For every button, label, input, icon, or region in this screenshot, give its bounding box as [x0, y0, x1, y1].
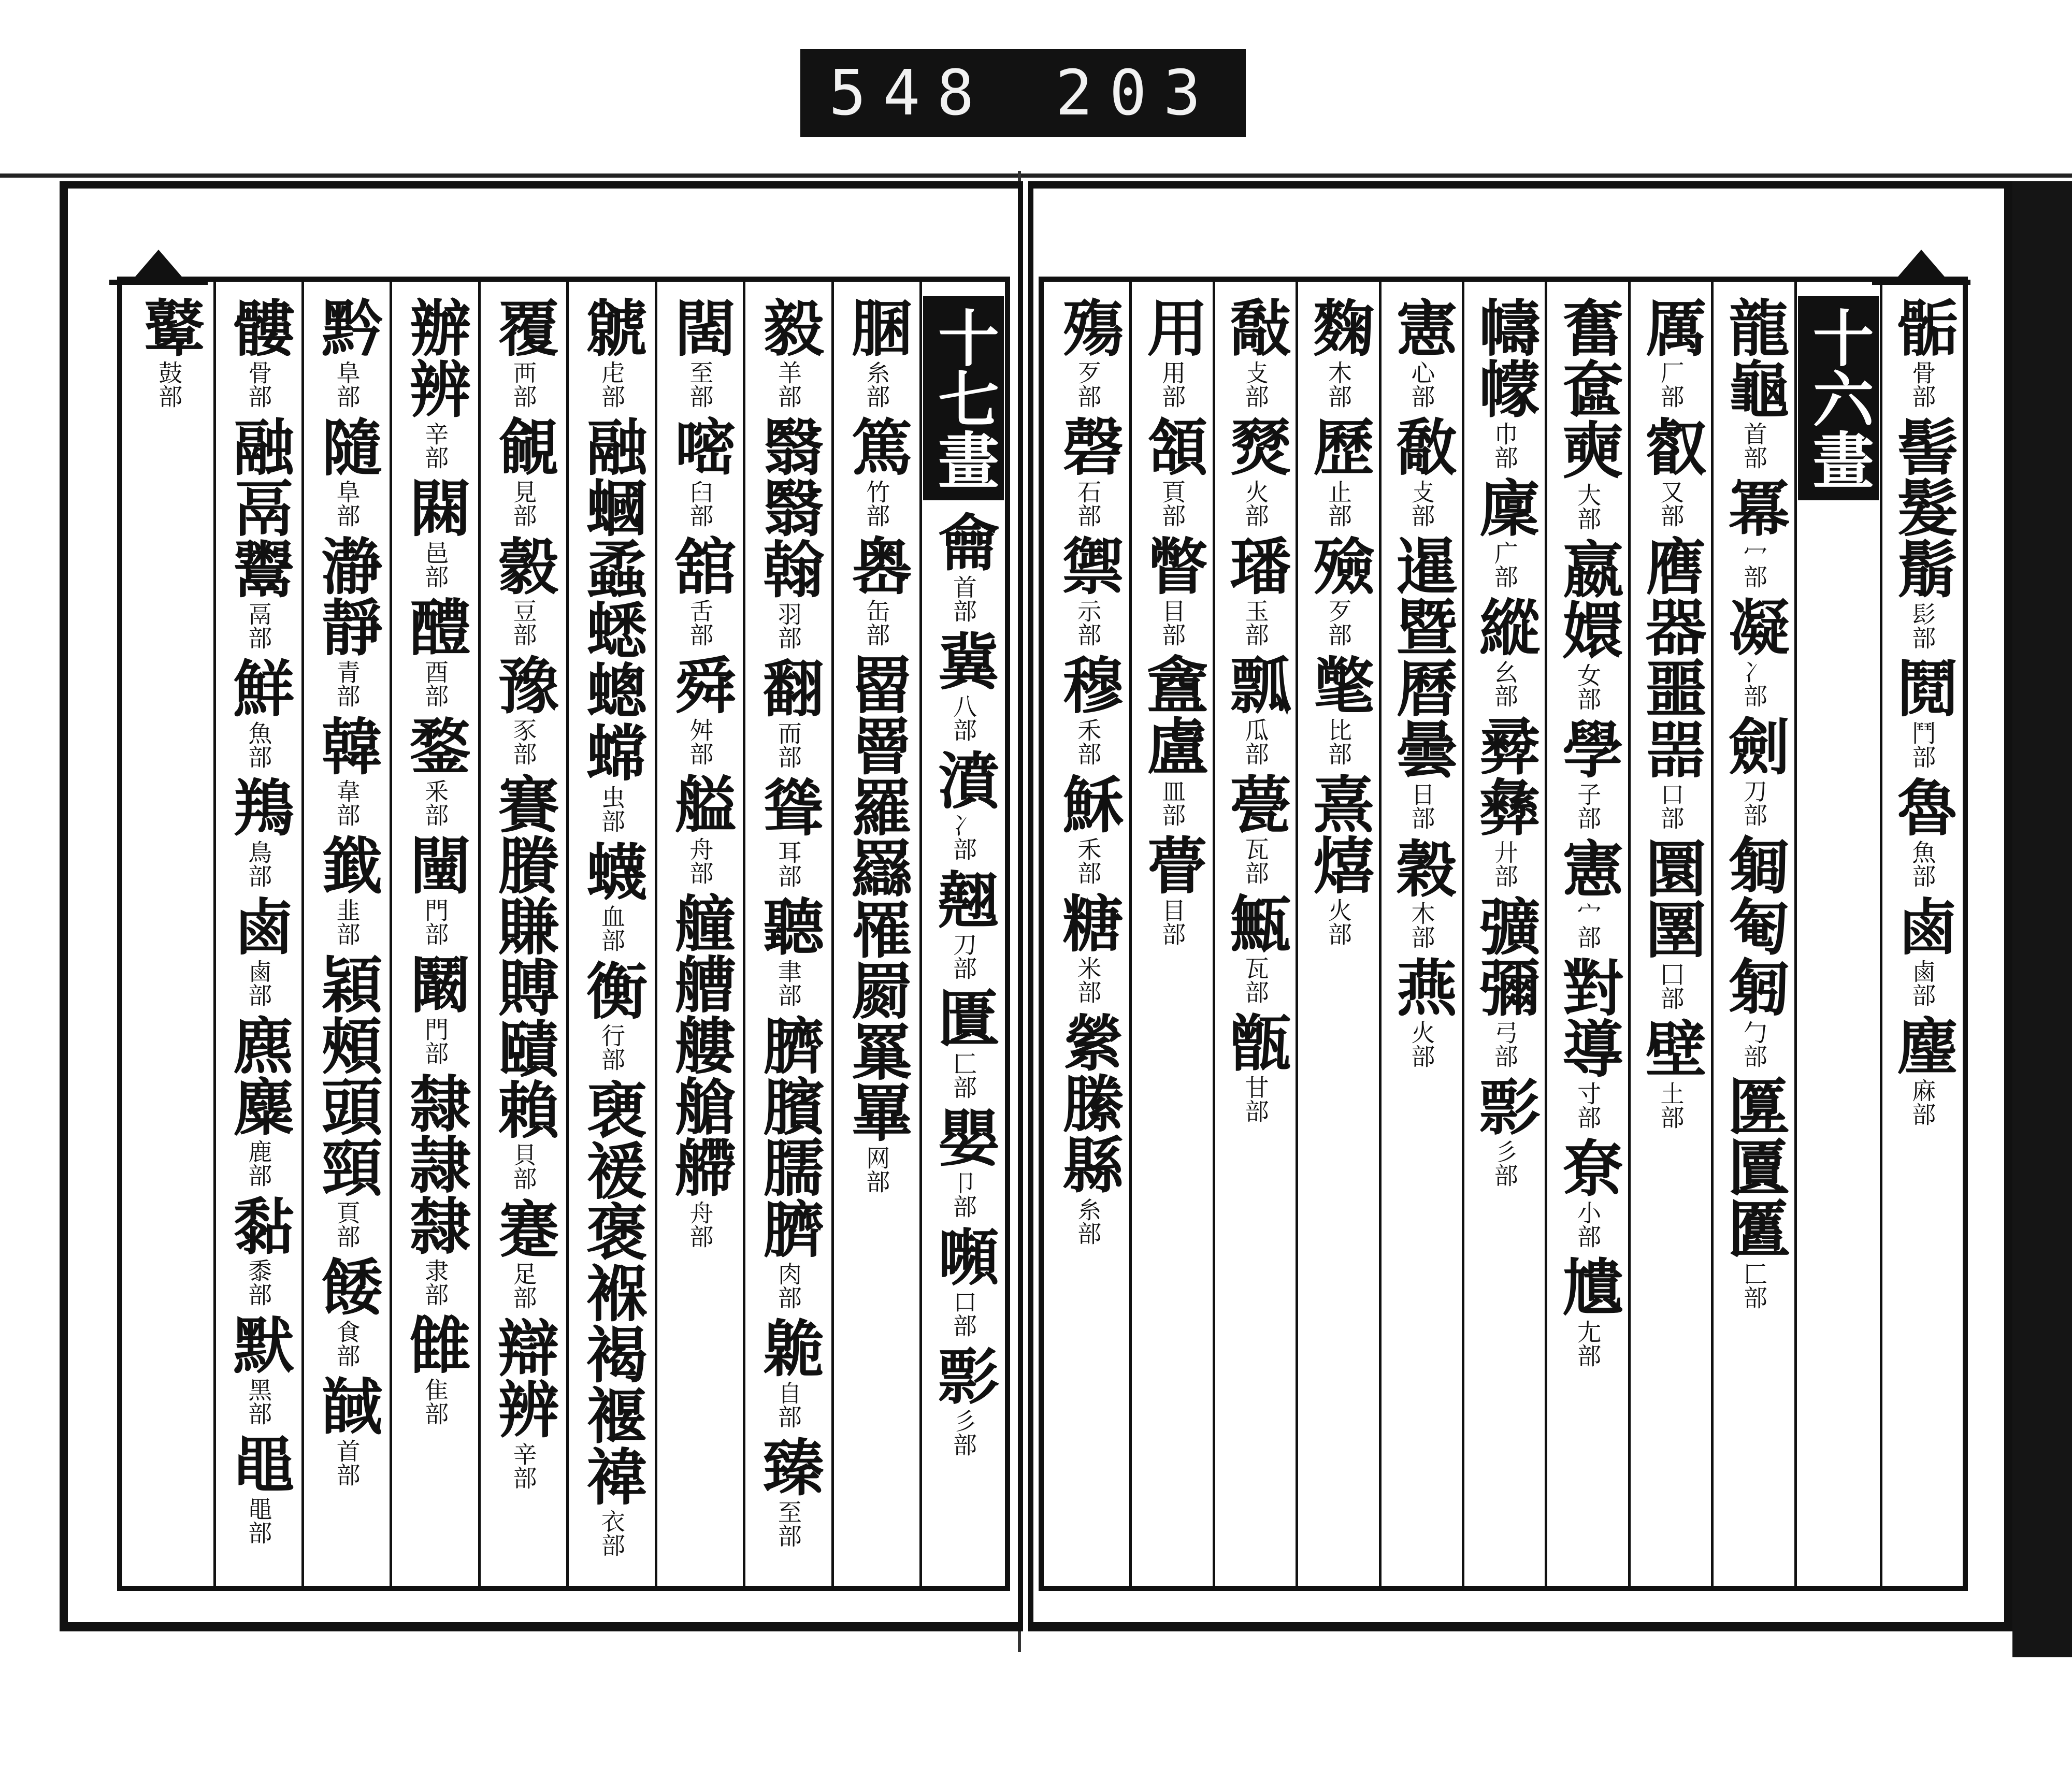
character-entry: 翹 — [928, 868, 1000, 929]
right-page-column — [1462, 282, 1545, 1586]
character-entry: 燹 — [1219, 415, 1292, 476]
character-entry: 瞥 — [1136, 534, 1209, 596]
character-entry: 麴 — [1302, 296, 1375, 357]
character-entry: 魯 — [1887, 776, 1959, 837]
character-entry: 鬫 — [399, 953, 472, 1014]
character-entry: 臍臏臑臍 — [752, 1014, 825, 1259]
radical-label: 攴部 — [1407, 480, 1436, 527]
radical-label: 舌部 — [686, 599, 714, 646]
character-entry: 璠 — [1219, 534, 1292, 596]
character-entry: 辯辨 — [487, 1317, 560, 1439]
radical-label: 卩部 — [949, 1170, 977, 1218]
character-entry: 髏 — [223, 296, 295, 357]
radical-label: 羊部 — [774, 360, 802, 408]
radical-label: 小部 — [1574, 1201, 1602, 1248]
character-entry: 用 — [1136, 296, 1209, 357]
left-page-column — [125, 282, 213, 1586]
character-entry: 盦盧 — [1136, 654, 1209, 776]
radical-label: 羽部 — [774, 602, 802, 649]
character-entry: 黏 — [223, 1194, 295, 1255]
character-entry: 黔 — [311, 296, 383, 357]
radical-label: 自部 — [774, 1381, 802, 1428]
radical-label: 舛部 — [686, 718, 714, 765]
radical-label: 行部 — [597, 1023, 626, 1071]
character-entry: 彯 — [1469, 1075, 1541, 1136]
radical-label: 禾部 — [1074, 718, 1102, 765]
right-page-frame — [1039, 277, 1968, 1591]
character-entry: 厲 — [1635, 296, 1707, 357]
radical-label: 酉部 — [421, 660, 450, 707]
left-page-column — [478, 282, 566, 1586]
character-entry: 麈 — [1887, 1014, 1959, 1075]
character-entry: 嚬 — [928, 1225, 1000, 1286]
radical-label: 示部 — [1074, 599, 1102, 646]
character-entry: 褏褑褒褓褐褗褘 — [575, 1078, 648, 1506]
right-page-column — [1545, 282, 1628, 1586]
character-entry: 髻髮鬅 — [1887, 415, 1959, 599]
radical-label: 彡部 — [1490, 1139, 1519, 1187]
radical-label: 木部 — [1324, 360, 1352, 408]
radical-label: 隶部 — [421, 1259, 450, 1306]
character-entry: 䦥 — [399, 476, 472, 538]
character-entry: 禦 — [1052, 534, 1125, 596]
radical-label: 甘部 — [1241, 1075, 1270, 1123]
character-entry: 嬴嬛 — [1552, 538, 1624, 660]
radical-label: 心部 — [1407, 360, 1436, 408]
radical-label: 食部 — [333, 1320, 361, 1367]
character-entry: 韓 — [311, 715, 383, 776]
radical-label: 肉部 — [774, 1262, 802, 1309]
right-page — [1028, 181, 2012, 1631]
radical-label: 黑部 — [244, 1378, 273, 1425]
character-entry: 熹熺 — [1302, 773, 1375, 895]
character-entry: 甑 — [1219, 1011, 1292, 1072]
character-entry: 彯 — [928, 1344, 1000, 1406]
book-edge — [2012, 181, 2072, 1657]
character-entry: 翳翳翰 — [752, 415, 825, 599]
character-entry: 蠛 — [575, 840, 648, 901]
left-page-column — [743, 282, 831, 1586]
character-entry: 糖 — [1052, 892, 1125, 953]
radical-label: 网部 — [862, 1146, 891, 1193]
radical-label: 韋部 — [333, 779, 361, 827]
radical-label: 血部 — [597, 904, 626, 952]
radical-label: 虍部 — [597, 360, 626, 408]
radical-label: 刀部 — [1739, 779, 1768, 827]
radical-label: 廾部 — [1490, 840, 1519, 888]
radical-label: 歹部 — [1324, 599, 1352, 646]
radical-label: 糸部 — [862, 360, 891, 408]
radical-label: 首部 — [949, 575, 977, 623]
right-page-column — [1046, 282, 1129, 1586]
character-entry: 廩 — [1469, 476, 1541, 538]
stroke-count-heading: 十六畫 — [1798, 296, 1879, 500]
character-entry: 劍 — [1718, 715, 1790, 776]
radical-label: 黍部 — [244, 1259, 273, 1306]
character-entry: 嘧 — [664, 415, 737, 476]
radical-label: 刀部 — [949, 932, 977, 980]
character-entry: 鹵 — [1887, 895, 1959, 956]
character-entry: 鍪 — [399, 715, 472, 776]
left-page — [60, 181, 1023, 1631]
right-page-column — [1296, 282, 1378, 1586]
radical-label: 勹部 — [1739, 1020, 1768, 1068]
radical-label: 用部 — [1158, 360, 1187, 408]
radical-label: 鬥部 — [1908, 721, 1937, 769]
radical-label: 鼓部 — [155, 360, 183, 408]
radical-label: 玉部 — [1241, 599, 1270, 646]
stroke-count-heading: 十七畫 — [923, 296, 1004, 500]
character-entry: 豰 — [487, 534, 560, 596]
radical-label: 邑部 — [421, 541, 450, 588]
radical-label: 至部 — [774, 1500, 802, 1547]
character-entry: 龠 — [928, 511, 1000, 572]
character-entry: 罶罾羅羉罹罽罺罼 — [841, 654, 913, 1142]
character-entry: 䦚 — [664, 296, 737, 357]
character-entry: 嶴 — [841, 534, 913, 596]
radical-label: 衣部 — [597, 1509, 626, 1557]
right-page-column — [1711, 282, 1794, 1586]
character-entry: 聽 — [752, 895, 825, 956]
radical-label: 比部 — [1324, 718, 1352, 765]
arrow-marker-left — [133, 250, 184, 280]
character-entry: 瓢 — [1219, 654, 1292, 715]
radical-label: 豕部 — [509, 718, 538, 765]
radical-label: 韭部 — [333, 898, 361, 946]
radical-label: 聿部 — [774, 959, 802, 1007]
character-entry: 融鬲鬻 — [223, 415, 295, 599]
character-entry: 瞢 — [1136, 834, 1209, 895]
character-entry: 冪 — [1718, 476, 1790, 538]
character-entry: 匴匵匶 — [1718, 1075, 1790, 1259]
character-entry: 殤 — [1052, 296, 1125, 357]
radical-label: 皿部 — [1158, 779, 1187, 827]
character-entry: 闉 — [399, 834, 472, 895]
left-page-frame — [117, 277, 1010, 1591]
character-entry: 氅 — [1302, 654, 1375, 715]
character-entry: 舘 — [664, 534, 737, 596]
character-entry: 敽 — [1219, 296, 1292, 357]
radical-label: 辛部 — [509, 1442, 538, 1489]
character-entry: 篤 — [841, 415, 913, 476]
radical-label: 鹿部 — [244, 1139, 273, 1187]
character-entry: 隨 — [311, 415, 383, 476]
radical-label: 辛部 — [421, 422, 450, 469]
character-entry: 穆 — [1052, 654, 1125, 715]
catalogue-number-left: 548 — [829, 57, 991, 129]
character-entry: 敿 — [1386, 415, 1458, 476]
radical-label: 骨部 — [244, 360, 273, 408]
binding-line — [0, 173, 2072, 178]
character-entry: 虩 — [575, 296, 648, 357]
radical-label: 舟部 — [686, 837, 714, 885]
character-entry: 鮮 — [223, 657, 295, 718]
character-entry: 默 — [223, 1313, 295, 1375]
radical-label: 米部 — [1074, 956, 1102, 1004]
radical-label: 豆部 — [509, 599, 538, 646]
radical-label: 火部 — [1407, 1020, 1436, 1068]
radical-label: 糸部 — [1074, 1197, 1102, 1245]
character-entry: 韱 — [311, 834, 383, 895]
radical-label: 弓部 — [1490, 1020, 1519, 1068]
character-entry: 凝 — [1718, 596, 1790, 657]
radical-label: 虫部 — [597, 785, 626, 833]
left-page-column — [390, 282, 478, 1586]
character-entry: 匔匎匑 — [1718, 834, 1790, 1017]
character-entry: 甒 — [1219, 892, 1292, 953]
radical-label: 鹵部 — [244, 959, 273, 1007]
radical-label: 貝部 — [509, 1142, 538, 1190]
radical-label: 舟部 — [686, 1201, 714, 1248]
radical-label: 鳥部 — [244, 840, 273, 888]
radical-label: 魚部 — [1908, 840, 1937, 888]
character-entry: 餧 — [311, 1255, 383, 1317]
radical-label: 髟部 — [1908, 602, 1937, 649]
radical-label: 厂部 — [1657, 360, 1685, 408]
radical-label: 日部 — [1407, 782, 1436, 830]
radical-label: 目部 — [1158, 898, 1187, 946]
radical-label: 瓜部 — [1241, 718, 1270, 765]
radical-label: 首部 — [333, 1439, 361, 1486]
character-entry: 雔 — [399, 1313, 472, 1375]
character-entry: 圜圛 — [1635, 837, 1707, 959]
left-page-column — [655, 282, 743, 1586]
radical-label: 又部 — [1657, 480, 1685, 527]
radical-label: 襾部 — [509, 360, 538, 408]
character-entry: 燕 — [1386, 956, 1458, 1017]
radical-label: 阜部 — [333, 360, 361, 408]
character-entry: 對導 — [1552, 956, 1624, 1078]
radical-label: 彡部 — [949, 1409, 977, 1456]
radical-label: 至部 — [686, 360, 714, 408]
radical-label: 缶部 — [862, 599, 891, 646]
character-entry: 壁 — [1635, 1017, 1707, 1078]
character-entry: 骺 — [1887, 296, 1959, 357]
character-entry: 艗 — [664, 773, 737, 834]
radical-label: 口部 — [1657, 782, 1685, 830]
radical-label: 冫部 — [949, 813, 977, 861]
character-entry: 龍龜 — [1718, 296, 1790, 418]
radical-label: 歹部 — [1074, 360, 1102, 408]
character-entry: 頷 — [1136, 415, 1209, 476]
radical-label: 尢部 — [1574, 1320, 1602, 1367]
character-entry: 縈縢縣 — [1052, 1011, 1125, 1194]
character-entry: 尞 — [1552, 1136, 1624, 1197]
radical-label: 止部 — [1324, 480, 1352, 527]
character-entry: 鼙 — [133, 296, 206, 357]
radical-label: 瓦部 — [1241, 837, 1270, 885]
character-entry: 衡 — [575, 959, 648, 1020]
character-entry: 奮奩奭 — [1552, 296, 1624, 480]
arrow-marker-right — [1895, 250, 1947, 280]
radical-label: 耳部 — [774, 840, 802, 888]
radical-label: 口部 — [949, 1290, 977, 1337]
radical-label: 見部 — [509, 480, 538, 527]
character-entry: 殮 — [1302, 534, 1375, 596]
right-page-column — [1213, 282, 1296, 1586]
right-page-header-column — [1794, 282, 1880, 1586]
character-entry: 覆 — [487, 296, 560, 357]
radical-label: 目部 — [1158, 599, 1187, 646]
character-entry: 辦辨 — [399, 296, 472, 418]
left-page-column — [301, 282, 390, 1586]
character-entry: 尵 — [1552, 1255, 1624, 1317]
character-entry: 冀 — [928, 630, 1000, 691]
character-entry: 甍 — [1219, 773, 1292, 834]
radical-label: 禾部 — [1074, 837, 1102, 885]
character-entry: 臲 — [752, 1317, 825, 1378]
character-entry: 匱 — [928, 987, 1000, 1048]
radical-label: 火部 — [1324, 898, 1352, 946]
radical-label: 鹵部 — [1908, 959, 1937, 1007]
right-page-column — [1129, 282, 1212, 1586]
character-entry: 馘 — [311, 1375, 383, 1436]
character-entry: 豫 — [487, 654, 560, 715]
right-page-column — [1880, 282, 1963, 1586]
character-entry: 鴹 — [223, 776, 295, 837]
character-entry: 毅 — [752, 296, 825, 357]
character-entry: 縱 — [1469, 596, 1541, 657]
radical-label: 瓦部 — [1241, 956, 1270, 1004]
character-entry: 噟器噩噐 — [1635, 534, 1707, 779]
left-page-header-column — [919, 282, 1005, 1586]
character-entry: 黽 — [223, 1433, 295, 1494]
character-entry: 幬幪 — [1469, 296, 1541, 418]
character-entry: 憲 — [1552, 837, 1624, 898]
radical-label: 冖部 — [1739, 541, 1768, 588]
radical-label: 宀部 — [1574, 901, 1602, 949]
radical-label: 木部 — [1407, 901, 1436, 949]
radical-label: 麻部 — [1908, 1078, 1937, 1126]
radical-label: 首部 — [1739, 422, 1768, 469]
catalogue-label — [800, 49, 1246, 137]
character-entry: 聳 — [752, 776, 825, 837]
radical-label: 竹部 — [862, 480, 891, 527]
radical-label: 黽部 — [244, 1497, 273, 1544]
character-entry: 鬩 — [1887, 657, 1959, 718]
character-entry: 隸隷隸 — [399, 1072, 472, 1255]
radical-label: 火部 — [1241, 480, 1270, 527]
radical-label: 而部 — [774, 721, 802, 769]
radical-label: 八部 — [949, 694, 977, 742]
left-page-column — [566, 282, 654, 1586]
catalogue-number-right: 203 — [1055, 57, 1217, 129]
character-entry: 磬 — [1052, 415, 1125, 476]
radical-label: 匚部 — [949, 1051, 977, 1099]
character-entry: 麃麋 — [223, 1014, 295, 1136]
radical-label: 鬲部 — [244, 602, 273, 649]
character-entry: 舜 — [664, 654, 737, 715]
radical-label: 門部 — [421, 898, 450, 946]
character-entry: 彍彌 — [1469, 895, 1541, 1017]
radical-label: 囗部 — [1657, 962, 1685, 1010]
radical-label: 幺部 — [1490, 660, 1519, 707]
character-entry: 融蟈蟊蟋蟌蟐 — [575, 415, 648, 782]
radical-label: 釆部 — [421, 779, 450, 827]
character-entry: 叡 — [1635, 415, 1707, 476]
character-entry: 臻 — [752, 1436, 825, 1497]
character-entry: 學 — [1552, 718, 1624, 779]
character-entry: 穌 — [1052, 773, 1125, 834]
character-entry: 瀞靜 — [311, 534, 383, 657]
character-entry: 嬰 — [928, 1106, 1000, 1167]
radical-label: 土部 — [1657, 1081, 1685, 1129]
left-page-column — [831, 282, 919, 1586]
character-entry: 蹇 — [487, 1197, 560, 1259]
radical-label: 石部 — [1074, 480, 1102, 527]
right-page-column — [1628, 282, 1711, 1586]
radical-label: 頁部 — [1158, 480, 1187, 527]
radical-label: 子部 — [1574, 782, 1602, 830]
radical-label: 女部 — [1574, 663, 1602, 711]
character-entry: 䐃 — [841, 296, 913, 357]
character-entry: 艟艚艛艙艜 — [664, 892, 737, 1197]
character-entry: 歷 — [1302, 415, 1375, 476]
radical-label: 門部 — [421, 1017, 450, 1065]
character-entry: 濆 — [928, 749, 1000, 810]
character-entry: 暹暨曆曇 — [1386, 534, 1458, 779]
character-entry: 穎頰頭頸 — [311, 953, 383, 1197]
character-entry: 賽賸賺賻賾賴 — [487, 773, 560, 1139]
character-entry: 憲 — [1386, 296, 1458, 357]
right-page-column — [1379, 282, 1462, 1586]
radical-label: 匚部 — [1739, 1262, 1768, 1309]
left-page-column — [213, 282, 301, 1586]
radical-label: 攴部 — [1241, 360, 1270, 408]
radical-label: 青部 — [333, 660, 361, 707]
radical-label: 冫部 — [1739, 660, 1768, 707]
radical-label: 魚部 — [244, 721, 273, 769]
radical-label: 寸部 — [1574, 1081, 1602, 1129]
radical-label: 足部 — [509, 1262, 538, 1309]
radical-label: 隹部 — [421, 1378, 450, 1425]
radical-label: 阜部 — [333, 480, 361, 527]
radical-label: 广部 — [1490, 541, 1519, 588]
character-entry: 彛彝 — [1469, 715, 1541, 837]
radical-label: 臼部 — [686, 480, 714, 527]
character-entry: 醴 — [399, 596, 472, 657]
character-entry: 穀 — [1386, 837, 1458, 898]
character-entry: 鹵 — [223, 895, 295, 956]
character-entry: 覦 — [487, 415, 560, 476]
radical-label: 巾部 — [1490, 422, 1519, 469]
radical-label: 骨部 — [1908, 360, 1937, 408]
character-entry: 翻 — [752, 657, 825, 718]
radical-label: 頁部 — [333, 1201, 361, 1248]
radical-label: 大部 — [1574, 483, 1602, 530]
